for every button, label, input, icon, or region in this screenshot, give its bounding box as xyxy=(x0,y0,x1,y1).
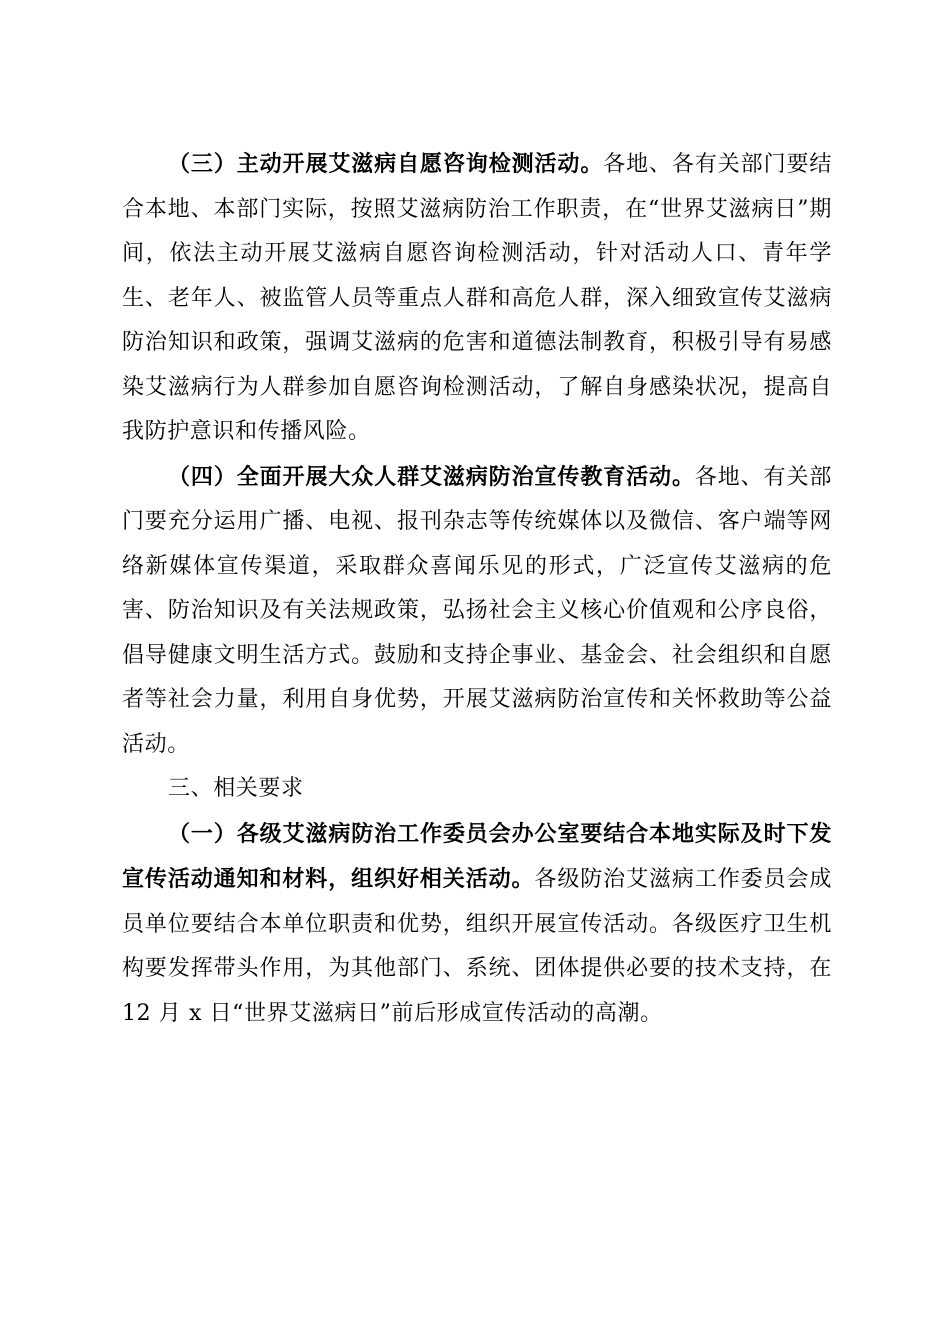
paragraph-item-3-text: 各地、各有关部门要结合本地、本部门实际，按照艾滋病防治工作职责，在“世界艾滋病日”期间，依法主动开展艾滋病自愿咨询检测活动，针对活动人口、青年学生、老年人、被监管人员等重点人群和高危人群，深入细致宣传艾滋病防治知识和政策，强调艾滋病的危害和道德法制教育，积极引导有易感染艾滋病行为人群参加自愿咨询检测活动，了解自身感染状况，提高自我防护意识和传播风险。 xyxy=(122,152,832,444)
paragraph-item-4 xyxy=(122,455,832,768)
paragraph-item-4-text: 各地、有关部门要充分运用广播、电视、报刊杂志等传统媒体以及微信、客户端等网络新媒体宣传渠道，采取群众喜闻乐见的形式，广泛宣传艾滋病的危害、防治知识及有关法规政策，弘扬社会主义核心价值观和公序良俗，倡导健康文明生活方式。鼓励和支持企事业、基金会、社会组织和自愿者等社会力量，利用自身优势，开展艾滋病防治宣传和关怀救助等公益活动。 xyxy=(122,464,832,757)
paragraph-item-3-lead: （三）主动开展艾滋病自愿咨询检测活动。 xyxy=(168,151,604,177)
paragraph-item-3 xyxy=(122,142,832,455)
requirement-item-1-lead: （一）各级艾滋病防治工作委员会办公室要结合本地实际及时下发宣传活动通知和材料，组织好相关活动。 xyxy=(122,820,832,892)
section-heading: 三、相关要求 xyxy=(168,776,304,801)
requirement-item-1-text: 各级防治艾滋病工作委员会成员单位要结合本单位职责和优势，组织开展宣传活动。各级医疗卫生机构要发挥带头作用，为其他部门、系统、团体提供必要的技术支持，在 12 月 x 日“世界艾滋病日”前后形成宣传活动的高潮。 xyxy=(122,867,832,1026)
requirement-item-1 xyxy=(122,812,832,1037)
document-body xyxy=(122,142,832,1036)
paragraph-item-4-lead: （四）全面开展大众人群艾滋病防治宣传教育活动。 xyxy=(168,463,695,490)
